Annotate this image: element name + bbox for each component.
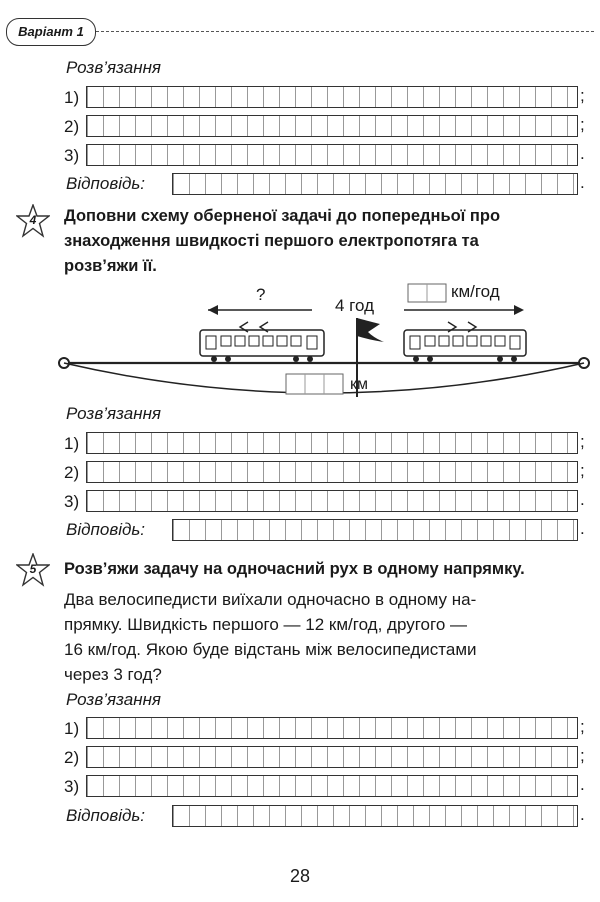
distance-unit-label: км — [350, 376, 368, 393]
step-label: 2) — [64, 117, 80, 136]
left-tram-icon — [200, 322, 324, 362]
answer-grid-field[interactable] — [86, 490, 578, 512]
time-label: 4 год — [335, 296, 375, 315]
speed-unit-label: км/год — [451, 282, 500, 301]
answer-grid-field[interactable] — [86, 432, 578, 454]
step-end: ; — [580, 432, 585, 451]
task-text-line: через 3 год? — [64, 665, 162, 684]
unknown-speed-question: ? — [256, 285, 266, 304]
task-number: 4 — [29, 213, 37, 227]
answer-grid-field[interactable] — [86, 86, 578, 108]
answer-label: Відповідь: — [66, 806, 146, 825]
right-tram-icon — [404, 322, 526, 362]
step-end: ; — [580, 461, 585, 480]
task-text-line: Два велосипедисти виїхали одночасно в одному на- — [64, 590, 477, 609]
answer-grid-field[interactable] — [86, 775, 578, 797]
answer-grid-field[interactable] — [86, 746, 578, 768]
start-point — [59, 358, 69, 368]
step-label: 3) — [64, 492, 80, 511]
answer-end: . — [580, 805, 585, 824]
solution-heading: Розв’язання — [66, 58, 162, 77]
task-text-line: прямку. Швидкість першого — 12 км/год, другого — — [64, 615, 468, 634]
motion-scheme-diagram — [0, 280, 600, 400]
step-label: 3) — [64, 777, 80, 796]
solution-heading: Розв’язання — [66, 690, 162, 709]
answer-grid-field[interactable] — [86, 115, 578, 137]
step-end: . — [580, 490, 585, 509]
distance-input-box — [286, 374, 343, 394]
answer-label: Відповідь: — [66, 520, 146, 539]
solution-heading: Розв’язання — [66, 404, 162, 423]
answer-grid-field[interactable] — [86, 717, 578, 739]
step-label: 1) — [64, 88, 80, 107]
left-direction-arrow-icon — [208, 305, 312, 315]
answer-label: Відповідь: — [66, 174, 146, 193]
task-number: 5 — [29, 562, 37, 576]
task-instruction-line: знаходження швидкості першого електропотяга та — [64, 232, 479, 250]
step-end: . — [580, 775, 585, 794]
step-label: 2) — [64, 748, 80, 767]
step-label: 1) — [64, 434, 80, 453]
step-label: 2) — [64, 463, 80, 482]
right-direction-arrow-icon — [404, 305, 524, 315]
answer-grid-field[interactable] — [172, 519, 578, 541]
step-label: 3) — [64, 146, 80, 165]
step-end: ; — [580, 746, 585, 765]
task-instruction-line: Доповни схему оберненої задачі до попередньої про — [64, 207, 501, 225]
task-text-line: 16 км/год. Якою буде відстань між велосипедистами — [64, 640, 477, 659]
header-divider — [96, 31, 594, 32]
answer-end: . — [580, 173, 585, 192]
step-end: ; — [580, 115, 585, 134]
answer-end: . — [580, 519, 585, 538]
step-end: ; — [580, 717, 585, 736]
step-end: ; — [580, 86, 585, 105]
step-end: . — [580, 144, 585, 163]
variant-badge: Варіант 1 — [6, 18, 96, 46]
answer-grid-field[interactable] — [86, 461, 578, 483]
answer-grid-field[interactable] — [86, 144, 578, 166]
page-number: 28 — [289, 866, 311, 886]
task-title: Розв’яжи задачу на одночасний рух в одному напрямку. — [64, 560, 525, 578]
step-label: 1) — [64, 719, 80, 738]
answer-grid-field[interactable] — [172, 173, 578, 195]
answer-grid-field[interactable] — [172, 805, 578, 827]
task-instruction-line: розв’яжи її. — [64, 257, 157, 275]
